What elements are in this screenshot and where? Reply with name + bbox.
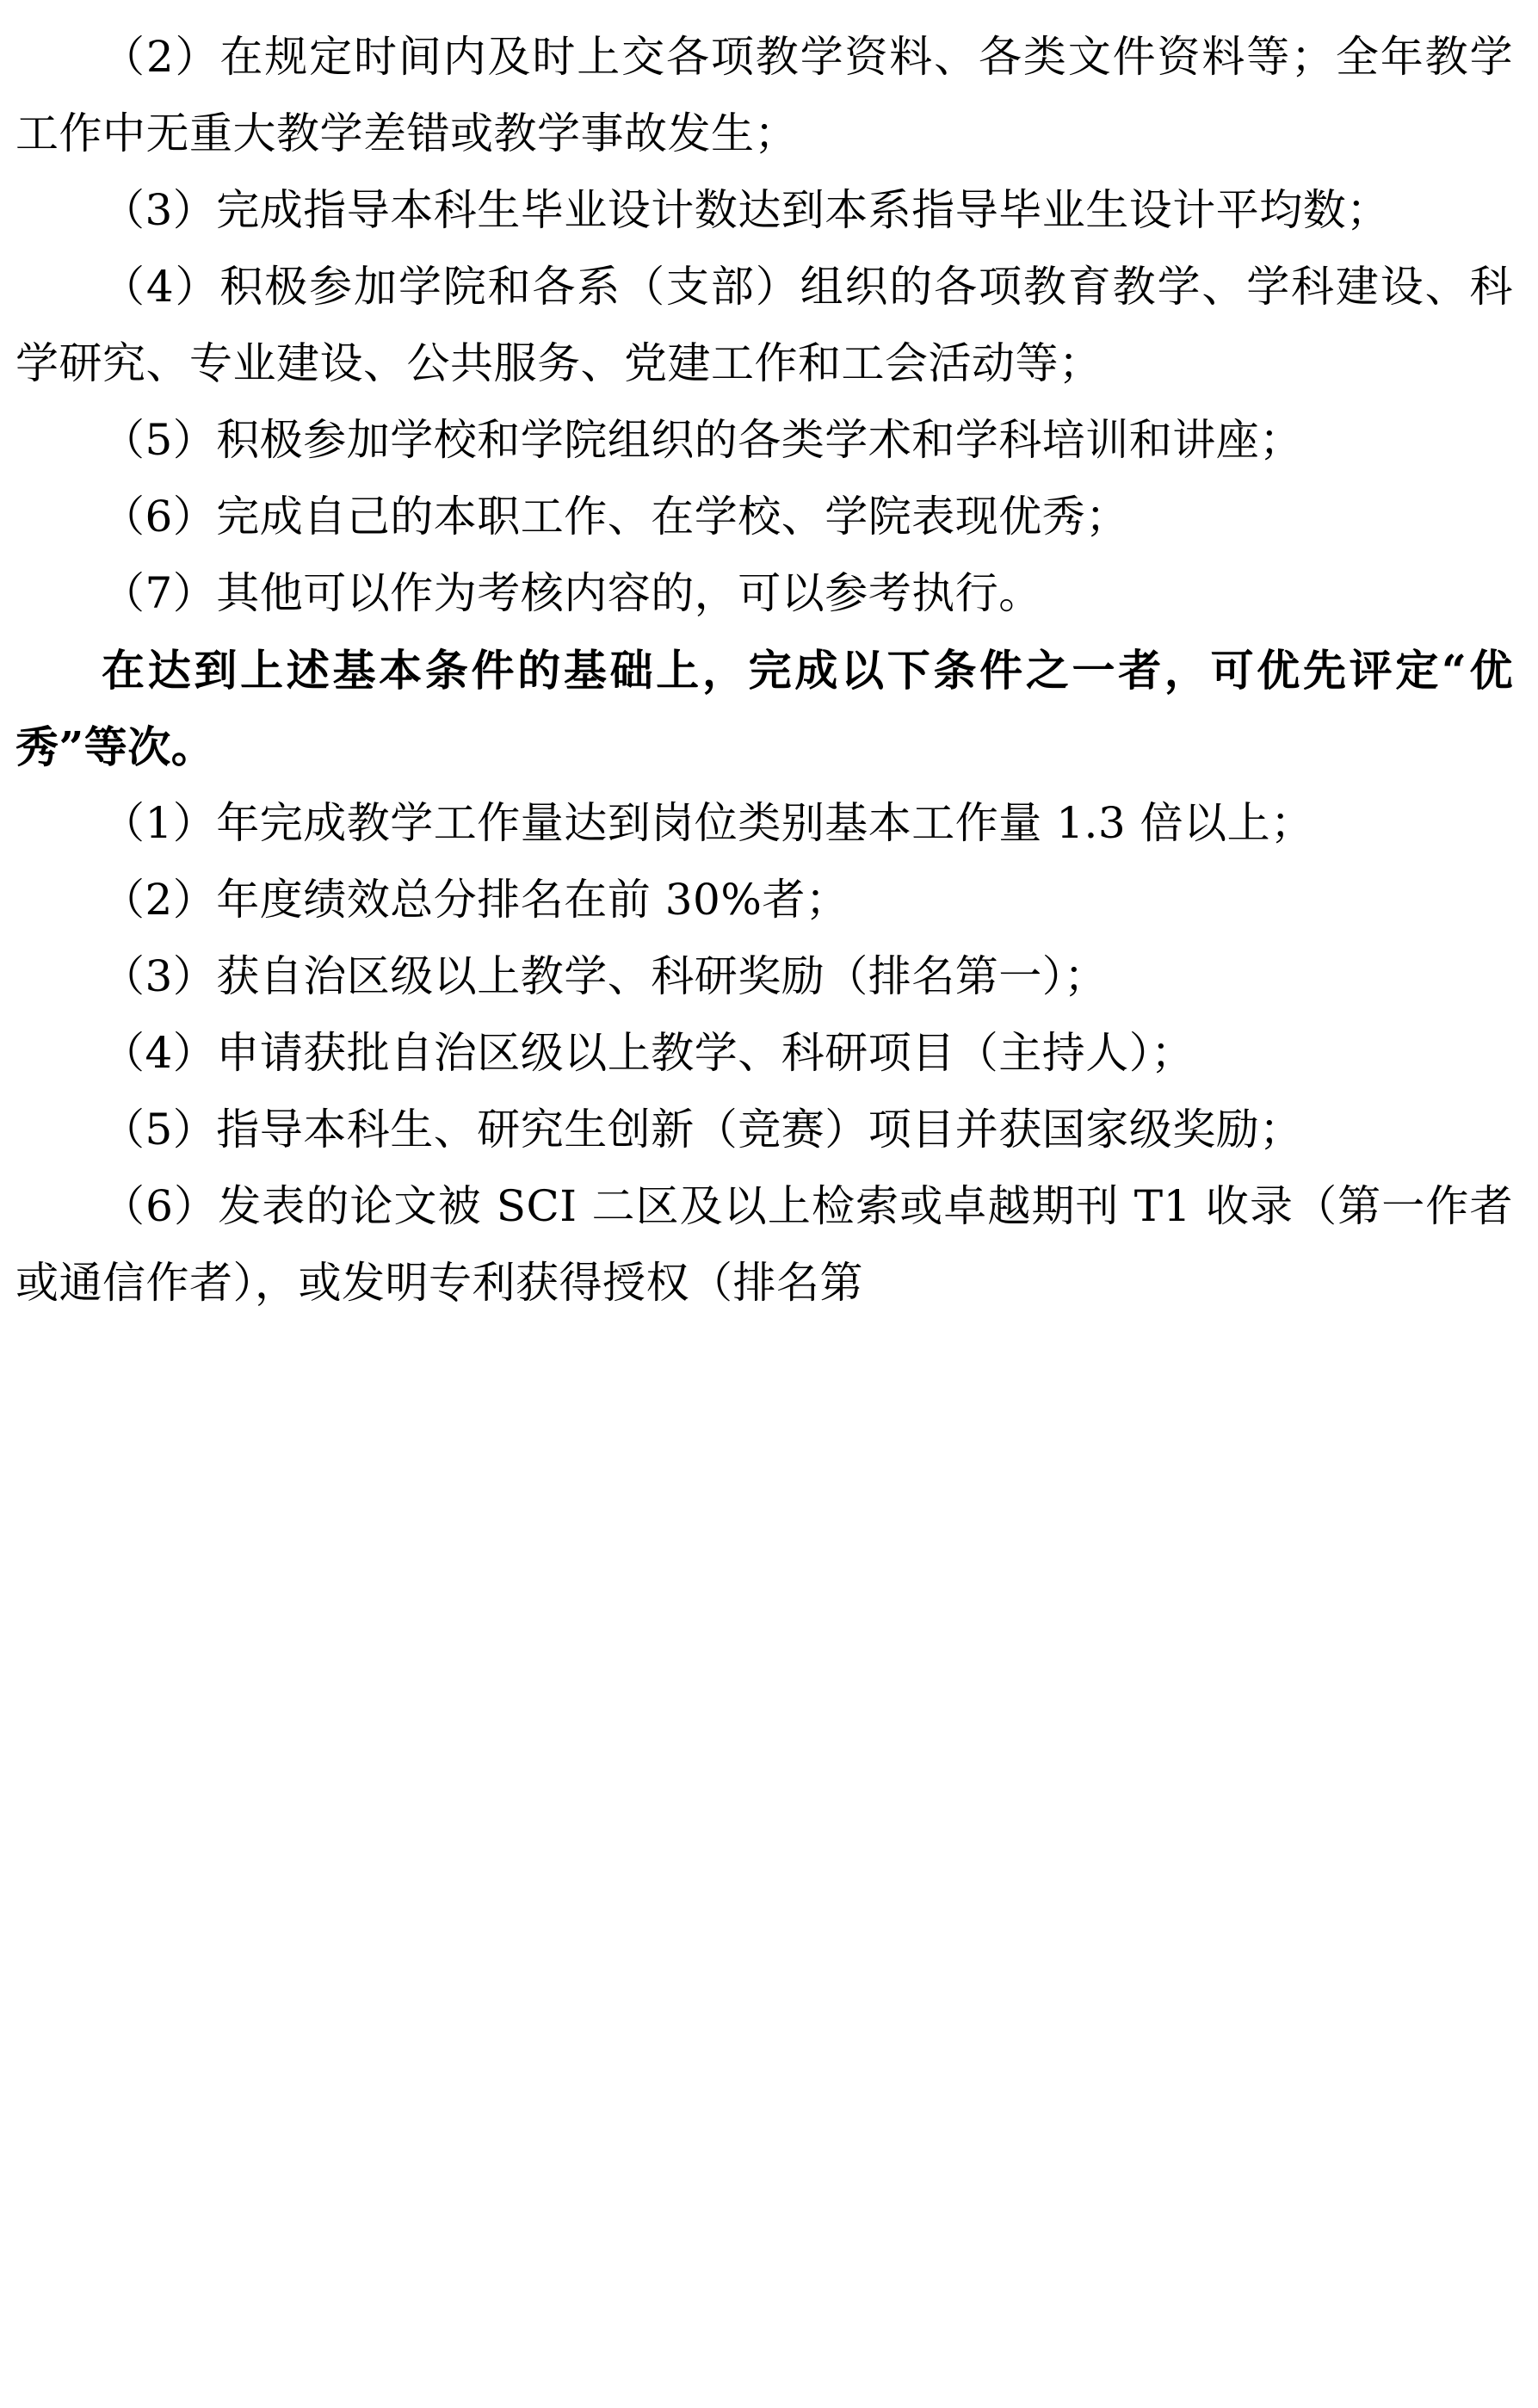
paragraph-item-4-excellent: （4）申请获批自治区级以上教学、科研项目（主持人）；	[102, 1028, 1195, 1078]
paragraph-item-2-excellent: （2）年度绩效总分排名在前 30%者；	[102, 875, 849, 925]
paragraph-item-3-basic: （3）完成指导本科生毕业设计数达到本系指导毕业生设计平均数；	[102, 185, 1390, 235]
paragraph-item-6-excellent: （6）发表的论文被 SCI 二区及以上检索或卓越期刊 T1 收录（第一作者或通信作者），或发明专利获得授权（排名第	[15, 1181, 1513, 1308]
paragraph-item-7-basic: （7）其他可以作为考核内容的，可以参考执行。	[102, 568, 1042, 618]
paragraph-item-3-excellent: （3）获自治区级以上教学、科研奖励（排名第一）；	[102, 951, 1108, 1001]
paragraph-item-6-basic: （6）完成自己的本职工作、在学校、学院表现优秀；	[102, 492, 1129, 542]
paragraph-item-4-basic: （4）积极参加学院和各系（支部）组织的各项教育教学、学科建设、科学研究、专业建设、公共服务、党建工作和工会活动等；	[15, 262, 1513, 388]
document-body	[15, 19, 1513, 1322]
paragraph-item-2-basic: （2）在规定时间内及时上交各项教学资料、各类文件资料等；全年教学工作中无重大教学差错或教学事故发生；	[15, 32, 1513, 158]
paragraph-item-5-excellent: （5）指导本科生、研究生创新（竞赛）项目并获国家级奖励；	[102, 1105, 1303, 1154]
paragraph-excellent-heading: 在达到上述基本条件的基础上，完成以下条件之一者，可优先评定“优秀”等次。	[15, 645, 1513, 772]
paragraph-item-5-basic: （5）积极参加学校和学院组织的各类学术和学科培训和讲座；	[102, 415, 1303, 465]
paragraph-item-1-excellent: （1）年完成教学工作量达到岗位类别基本工作量 1.3 倍以上；	[102, 798, 1314, 848]
